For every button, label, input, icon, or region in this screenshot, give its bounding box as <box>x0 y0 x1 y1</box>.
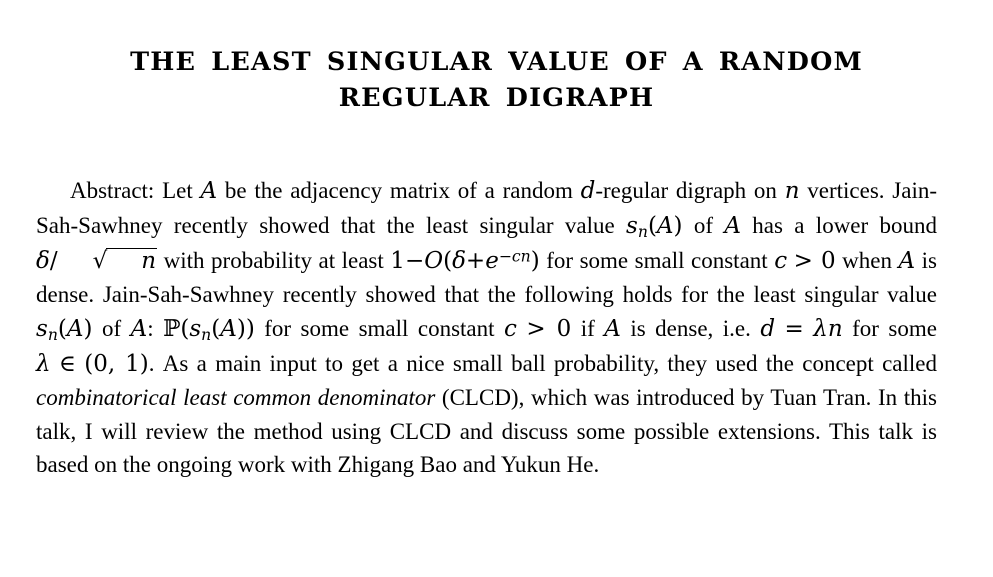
math-op-slash-1: / <box>49 247 58 274</box>
abstract-text-6: with probability at least <box>157 247 391 273</box>
math-paren-open-1: ( <box>647 212 657 239</box>
math-var-A-8: A <box>604 315 621 342</box>
math-op-minus-1: − <box>404 247 425 274</box>
abstract-text-2: -regular digraph on <box>595 178 785 204</box>
math-sup-minus-cn: −cn <box>498 246 531 266</box>
math-paren-open-4: ( <box>180 315 190 342</box>
page-title-line-1: THE LEAST SINGULAR VALUE OF A RANDOM <box>130 47 863 77</box>
abstract-text-8: when <box>835 247 899 273</box>
math-paren-open-3: ( <box>57 315 67 342</box>
abstract-paragraph <box>0 174 993 482</box>
abstract-text-13: is dense, i.e. <box>620 315 761 341</box>
math-var-d-2: d <box>760 315 776 342</box>
abstract-text-12: if <box>571 315 605 341</box>
math-var-A-1: A <box>200 178 218 205</box>
abstract-text-3: vertices. Jain-Sah-Sawhney recently showed that the least singular value <box>36 178 938 238</box>
math-var-n-1: n <box>784 178 800 205</box>
abstract-text-9: is dense. Jain-Sah-Sawhney recently showed that the following holds for the least singular value <box>36 247 937 308</box>
math-var-n-2: n <box>827 315 843 342</box>
abstract-colon-1: : <box>147 315 154 341</box>
math-var-O-1: O <box>424 247 444 274</box>
math-paren-close-2: ) <box>530 247 540 274</box>
math-var-d-1: d <box>580 178 596 205</box>
math-var-c-1: c <box>774 247 788 274</box>
math-sqrt-radicand-n: n <box>106 248 157 273</box>
abstract-text-10: of <box>92 315 131 341</box>
math-op-equals-1: = <box>784 315 804 342</box>
math-paren-close-4: ) <box>236 315 246 342</box>
math-expr-lambda-in-interval <box>36 351 149 376</box>
abstract-text-5: has a lower bound <box>740 212 937 238</box>
math-var-s-3: s <box>189 315 202 342</box>
math-sub-n-2: n <box>47 324 58 344</box>
abstract-text-7: for some small constant <box>539 247 775 273</box>
abstract-text-1: be the adjacency matrix of a random <box>217 178 581 204</box>
abstract-word-let: Let <box>162 178 193 204</box>
math-interval-0-1: 0, 1 <box>93 350 140 377</box>
math-expr-c-gt-0-2 <box>504 316 571 341</box>
math-sub-n-1: n <box>637 221 648 241</box>
math-sub-n-3: n <box>201 324 212 344</box>
math-paren-close-5: ) <box>245 315 255 342</box>
abstract-text-11: for some small constant <box>254 315 504 341</box>
abstract-text-15: . As a main input to get a nice small ball probability, they used the concept called <box>148 350 938 376</box>
abstract-italic-clcd: combinatorical least common denominator <box>36 385 436 411</box>
math-var-lambda-1: λ <box>813 315 828 342</box>
math-paren-open-2: ( <box>443 247 453 274</box>
math-var-A-5: A <box>66 315 84 342</box>
math-paren-close-3: ) <box>83 315 93 342</box>
math-op-in-1: ∈ <box>58 350 76 377</box>
math-var-A-4: A <box>898 247 916 274</box>
math-var-A-6: A <box>130 315 148 342</box>
math-expr-sn-A-2 <box>36 315 93 344</box>
math-blackboard-P: ℙ <box>163 315 181 342</box>
abstract-text-14: for some <box>842 315 937 341</box>
abstract-label: Abstract: <box>70 178 155 204</box>
math-paren-open-5: ( <box>211 315 221 342</box>
math-expr-d-eq-lambda-n <box>760 316 842 341</box>
math-var-s-1: s <box>626 212 638 239</box>
math-var-delta-2: δ <box>452 247 466 274</box>
math-expr-c-gt-0-1 <box>774 248 835 273</box>
math-paren-close-1: ) <box>673 212 683 239</box>
math-var-lambda-2: λ <box>36 350 51 377</box>
math-op-gt-0-2: > 0 <box>526 315 572 342</box>
math-sqrt-n <box>58 245 157 279</box>
abstract-text-4: of <box>682 212 725 238</box>
math-op-plus-1: + <box>465 247 486 274</box>
abstract-text-16: (CLCD), which was introduced by Tuan Tran. In this talk, I will review the method using CLCD and discuss some possible extensions. This talk is based on the ongoing work with Zhigang Bao and Yukun He. <box>36 385 937 478</box>
math-var-s-2: s <box>36 315 48 342</box>
math-var-A-2: A <box>656 212 674 239</box>
math-expr-prob-bound <box>390 248 539 273</box>
math-num-1: 1 <box>390 247 405 274</box>
page-title-line-2: REGULAR DIGRAPH <box>338 83 655 114</box>
math-var-e-1: e <box>485 247 499 274</box>
math-var-A-7: A <box>220 315 237 342</box>
math-expr-sn-A-1 <box>626 212 683 241</box>
math-paren-open-6: ( <box>84 350 94 377</box>
math-expr-delta-over-sqrt-n <box>36 248 157 273</box>
math-var-c-2: c <box>504 315 517 342</box>
page-title <box>0 0 993 116</box>
math-var-A-3: A <box>724 212 741 239</box>
math-paren-close-6: ) <box>139 350 149 377</box>
math-expr-P-sn-A <box>163 315 255 344</box>
math-var-delta-1: δ <box>36 247 50 274</box>
math-op-gt-0-1: > 0 <box>793 247 836 274</box>
